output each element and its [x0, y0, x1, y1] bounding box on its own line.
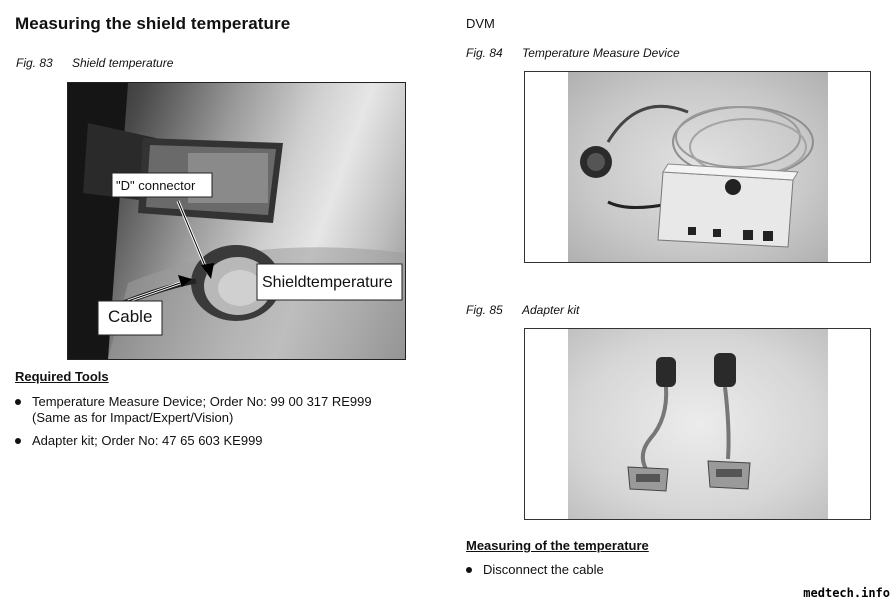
measuring-heading: Measuring of the temperature	[466, 538, 649, 553]
list-item-text: Adapter kit; Order No: 47 65 603 KE999	[32, 433, 263, 448]
d-connector-label: "D" connector	[116, 178, 196, 193]
figure-caption-84	[466, 46, 680, 60]
section-label: DVM	[466, 16, 495, 31]
list-item	[466, 562, 846, 578]
measuring-list	[466, 562, 846, 585]
bullet-icon	[15, 438, 21, 444]
watermark: medtech.info	[803, 586, 890, 600]
temperature-measure-device-photo	[524, 71, 871, 263]
figure-number: Fig. 85	[466, 303, 503, 317]
figure-number: Fig. 83	[16, 56, 53, 70]
bullet-icon	[15, 399, 21, 405]
shieldtemperature-label: Shieldtemperature	[262, 274, 393, 291]
list-item-text-continued: (Same as for Impact/Expert/Vision)	[32, 410, 234, 425]
figure-caption-text: Temperature Measure Device	[522, 46, 680, 60]
required-tools-heading: Required Tools	[15, 369, 109, 384]
adapter-photo-area	[568, 329, 828, 519]
page-title: Measuring the shield temperature	[15, 14, 291, 33]
figure-caption-85	[466, 303, 579, 317]
figure-number: Fig. 84	[466, 46, 503, 60]
figure-caption-text: Shield temperature	[72, 56, 174, 70]
figure-caption-83	[16, 56, 173, 70]
adapter-kit-photo	[524, 328, 871, 520]
figure-caption-text: Adapter kit	[522, 303, 580, 317]
device-photo-area	[568, 72, 828, 262]
bullet-icon	[466, 567, 472, 573]
list-item-text: Disconnect the cable	[483, 562, 604, 577]
list-item	[15, 394, 435, 426]
list-item	[15, 433, 435, 449]
list-item-text: Temperature Measure Device; Order No: 99 00 317 RE999	[32, 394, 372, 409]
shield-temperature-photo	[67, 82, 406, 360]
cable-label: Cable	[108, 307, 153, 326]
required-tools-list	[15, 394, 435, 456]
